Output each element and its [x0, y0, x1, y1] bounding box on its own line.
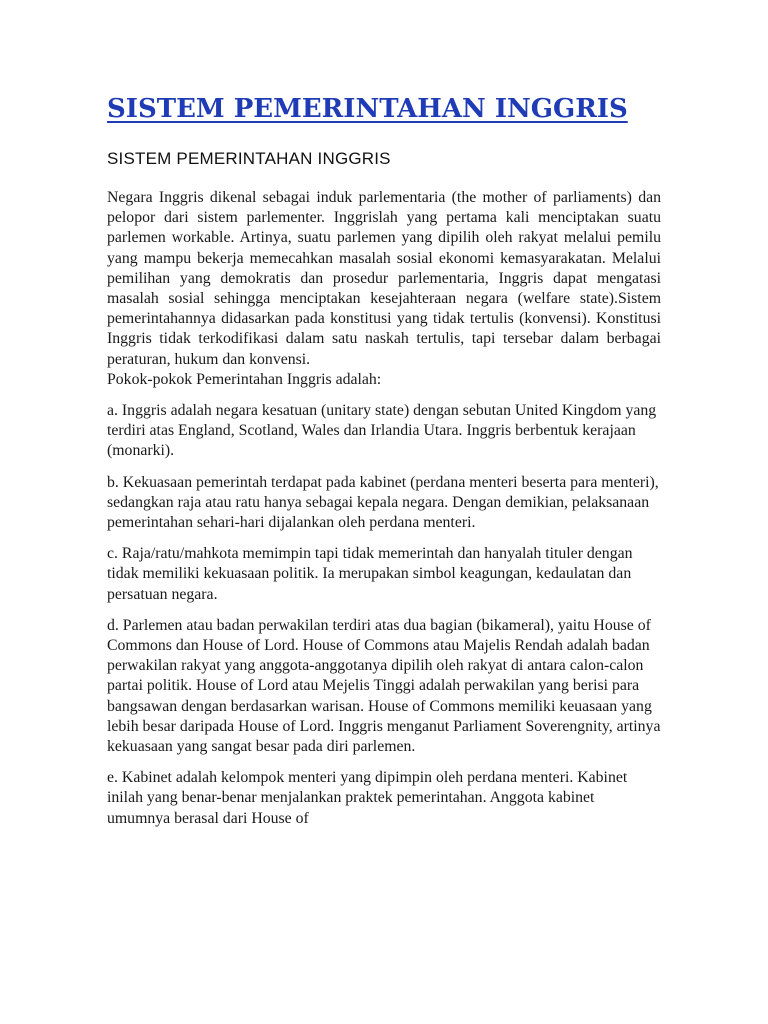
list-item-d: d. Parlemen atau badan perwakilan terdiri atas dua bagian (bikameral), yaitu House of Commons dan House of Lord. House of Commons atau Majelis Rendah adalah badan perwakilan rakyat yang anggota-anggotanya dipilih oleh rakyat di antara calon-calon partai politik. House of Lord atau Mejelis Tinggi adalah perwakilan yang berisi para bangsawan dengan berdasarkan warisan. House of Commons memiliki keuasaan yang lebih besar daripada House of Lord. Inggris menganut Parliament Soverengnity, artinya kekuasaan yang sangat besar pada diri parlemen. [107, 616, 661, 756]
list-intro: Pokok-pokok Pemerintahan Inggris adalah: [107, 370, 382, 388]
list-item-b: b. Kekuasaan pemerintah terdapat pada kabinet (perdana menteri beserta para menteri), sedangkan raja atau ratu hanya sebagai kepala negara. Dengan demikian, pelaksanaan pemerintahan sehari-hari dijalankan oleh perdana menteri. [107, 473, 659, 532]
list-item-c: c. Raja/ratu/mahkota memimpin tapi tidak memerintah dan hanyalah tituler dengan tidak memiliki kekuasaan politik. Ia merupakan simbol keagungan, kedaulatan dan persatuan negara. [107, 545, 633, 603]
list-item-a: a. Inggris adalah negara kesatuan (unitary state) dengan sebutan United Kingdom yang terdiri atas England, Scotland, Wales dan Irlandia Utara. Inggris berbentuk kerajaan (monarki). [107, 402, 657, 460]
list-item-e: e. Kabinet adalah kelompok menteri yang dipimpin oleh perdana menteri. Kabinet inilah yang benar-benar menjalankan praktek pemerintahan. Anggota kabinet umumnya berasal dari House of [107, 769, 628, 827]
document-title-link[interactable]: SISTEM PEMERINTAHAN INGGRIS [107, 94, 628, 124]
document-page [107, 92, 661, 829]
intro-paragraph: Negara Inggris dikenal sebagai induk parlementaria (the mother of parliaments) dan pelopor dari sistem parlementer. Inggrislah yang pertama kali menciptakan suatu parlemen workable. Artinya, suatu parlemen yang dipilih oleh rakyat melalui pemilu yang mampu bekerja memecahkan masalah sosial ekonomi kemasyarakatan. Melalui pemilihan yang demokratis dan prosedur parlementaria, Inggris dapat mengatasi masalah sosial sehingga menciptakan kesejahteraan negara (welfare state).Sistem pemerintahannya didasarkan pada konstitusi yang tidak tertulis (konvensi). Konstitusi Inggris tidak terkodifikasi dalam satu naskah tertulis, tapi tersebar dalam berbagai peraturan, hukum dan konvensi. [107, 189, 661, 368]
document-subtitle: SISTEM PEMERINTAHAN INGGRIS [107, 149, 391, 168]
